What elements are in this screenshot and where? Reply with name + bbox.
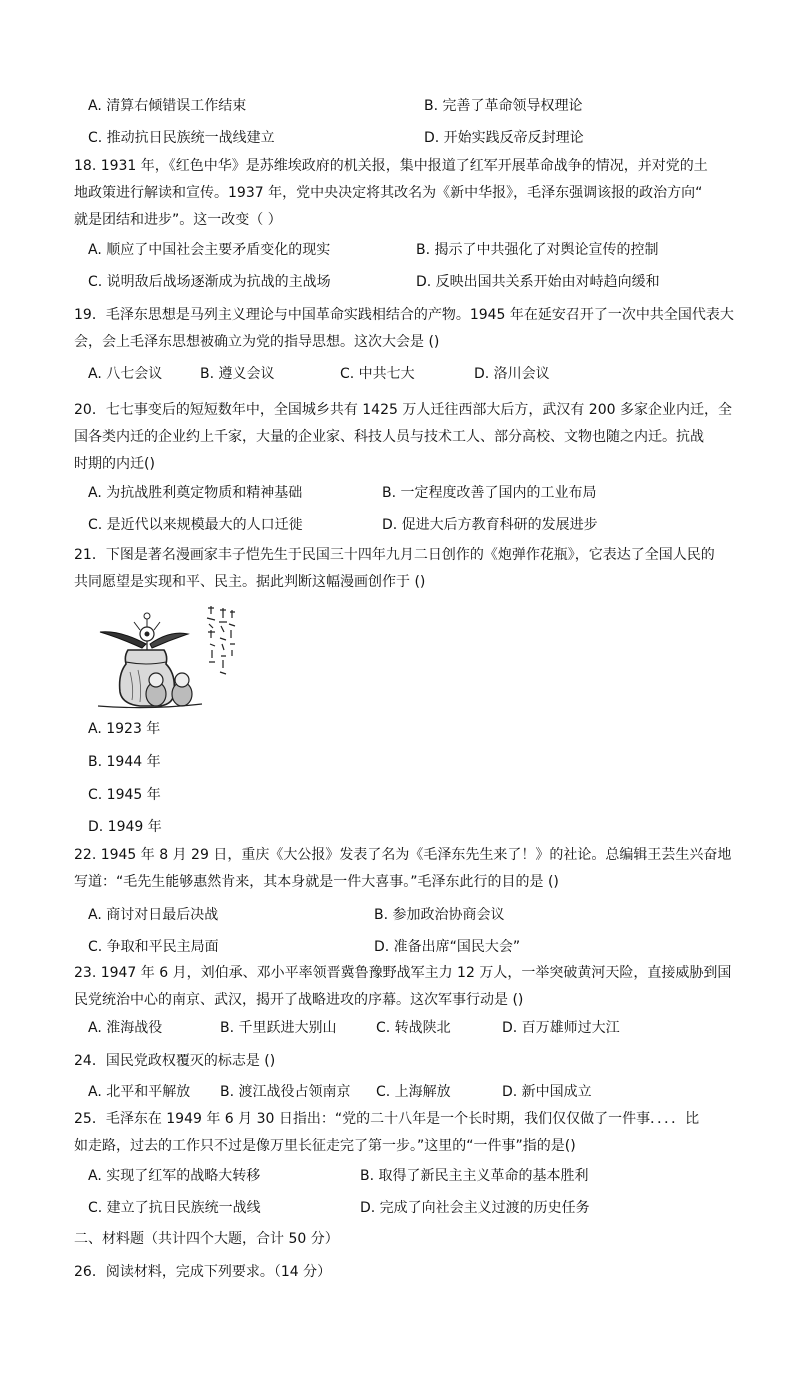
q21-option-a: A. 1923 年 bbox=[88, 721, 161, 737]
q22-option-b: B. 参加政治协商会议 bbox=[374, 907, 505, 923]
q18-option-d: D. 反映出国共关系开始由对峙趋向缓和 bbox=[416, 274, 660, 290]
q18-option-b: B. 揭示了中共强化了对舆论宣传的控制 bbox=[416, 242, 659, 258]
q17-option-a: A. 清算右倾错误工作结束 bbox=[88, 98, 247, 114]
q20-stem-line-3: 时期的内迁() bbox=[74, 456, 155, 472]
q20-option-b: B. 一定程度改善了国内的工业布局 bbox=[382, 485, 597, 501]
q23-stem-line-1: 23. 1947 年 6 月，刘伯承、邓小平率领晋冀鲁豫野战军主力 12 万人，一举突破黄河天险，直接威胁到国 bbox=[74, 965, 732, 981]
q22-option-a: A. 商讨对日最后决战 bbox=[88, 907, 219, 923]
section-heading: 二、材料题（共计四个大题，合计 50 分） bbox=[74, 1231, 339, 1247]
q21-stem-line-2: 共同愿望是实现和平、民主。据此判断这幅漫画创作于 () bbox=[74, 574, 426, 590]
q24-option-a: A. 北平和平解放 bbox=[88, 1084, 191, 1100]
q25-stem-line-1: 25．毛泽东在 1949 年 6 月 30 日指出：“党的二十八年是一个长时期，我们仅仅做了一件事．．．．比 bbox=[74, 1111, 700, 1127]
q23-option-a: A. 淮海战役 bbox=[88, 1020, 163, 1036]
q19-stem-line-2: 会，会上毛泽东思想被确立为党的指导思想。这次大会是 () bbox=[74, 334, 440, 350]
q24-option-c: C. 上海解放 bbox=[376, 1084, 451, 1100]
q17-option-c: C. 推动抗日民族统一战线建立 bbox=[88, 130, 275, 146]
q22-stem-line-2: 写道：“毛先生能够惠然肯来，其本身就是一件大喜事。”毛泽东此行的目的是 () bbox=[74, 874, 559, 890]
q20-option-d: D. 促进大后方教育科研的发展进步 bbox=[382, 517, 598, 533]
q18-stem-line-1: 18. 1931 年，《红色中华》是苏维埃政府的机关报，集中报道了红军开展革命战争的情况，并对党的土 bbox=[74, 158, 708, 174]
q17-option-d: D. 开始实践反帝反封理论 bbox=[424, 130, 584, 146]
q18-option-a: A. 顺应了中国社会主要矛盾变化的现实 bbox=[88, 242, 331, 258]
q18-stem-line-3: 就是团结和进步”。这一改变（ ） bbox=[74, 212, 282, 228]
q21-option-d: D. 1949 年 bbox=[88, 819, 162, 835]
q23-option-d: D. 百万雄师过大江 bbox=[502, 1020, 620, 1036]
q25-option-a: A. 实现了红军的战略大转移 bbox=[88, 1168, 261, 1184]
q26-stem-line-1: 26．阅读材料，完成下列要求。（14 分） bbox=[74, 1264, 332, 1280]
q21-stem-line-1: 21．下图是著名漫画家丰子恺先生于民国三十四年九月二日创作的《炮弹作花瓶》，它表达了全国人民的 bbox=[74, 547, 715, 563]
q19-stem-line-1: 19．毛泽东思想是马列主义理论与中国革命实践相结合的产物。1945 年在延安召开了一次中共全国代表大 bbox=[74, 307, 734, 323]
q18-option-c: C. 说明敌后战场逐渐成为抗战的主战场 bbox=[88, 274, 331, 290]
q23-option-c: C. 转战陕北 bbox=[376, 1020, 451, 1036]
cartoon-vase-icon bbox=[90, 600, 240, 710]
q20-option-c: C. 是近代以来规模最大的人口迁徙 bbox=[88, 517, 303, 533]
q25-stem-line-2: 如走路，过去的工作只不过是像万里长征走完了第一步。”这里的“一件事”指的是() bbox=[74, 1138, 576, 1154]
q24-option-b: B. 渡江战役占领南京 bbox=[220, 1084, 351, 1100]
q20-option-a: A. 为抗战胜利奠定物质和精神基础 bbox=[88, 485, 303, 501]
q25-option-c: C. 建立了抗日民族统一战线 bbox=[88, 1200, 261, 1216]
q20-stem-line-1: 20．七七事变后的短短数年中，全国城乡共有 1425 万人迁往西部大后方，武汉有 200 多家企业内迁，全 bbox=[74, 402, 732, 418]
q25-option-b: B. 取得了新民主主义革命的基本胜利 bbox=[360, 1168, 589, 1184]
q19-option-a: A. 八七会议 bbox=[88, 366, 163, 382]
q23-stem-line-2: 民党统治中心的南京、武汉，揭开了战略进攻的序幕。这次军事行动是 () bbox=[74, 992, 524, 1008]
q18-stem-line-2: 地政策进行解读和宣传。1937 年，党中央决定将其改名为《新中华报》，毛泽东强调该报的政治方向“ bbox=[74, 185, 703, 201]
q21-option-b: B. 1944 年 bbox=[88, 754, 161, 770]
q22-option-c: C. 争取和平民主局面 bbox=[88, 939, 219, 955]
q17-option-b: B. 完善了革命领导权理论 bbox=[424, 98, 583, 114]
q19-option-b: B. 遵义会议 bbox=[200, 366, 275, 382]
q23-option-b: B. 千里跃进大别山 bbox=[220, 1020, 337, 1036]
q24-option-d: D. 新中国成立 bbox=[502, 1084, 592, 1100]
q25-option-d: D. 完成了向社会主义过渡的历史任务 bbox=[360, 1200, 590, 1216]
q19-option-c: C. 中共七大 bbox=[340, 366, 415, 382]
q22-option-d: D. 准备出席“国民大会” bbox=[374, 939, 521, 955]
q21-option-c: C. 1945 年 bbox=[88, 787, 161, 803]
q22-stem-line-1: 22. 1945 年 8 月 29 日，重庆《大公报》发表了名为《毛泽东先生来了！》的社论。总编辑王芸生兴奋地 bbox=[74, 847, 732, 863]
q24-stem-line-1: 24．国民党政权覆灭的标志是 () bbox=[74, 1053, 276, 1069]
q19-option-d: D. 洛川会议 bbox=[474, 366, 550, 382]
q20-stem-line-2: 国各类内迁的企业约上千家，大量的企业家、科技人员与技术工人、部分高校、文物也随之内迁。抗战 bbox=[74, 429, 704, 445]
